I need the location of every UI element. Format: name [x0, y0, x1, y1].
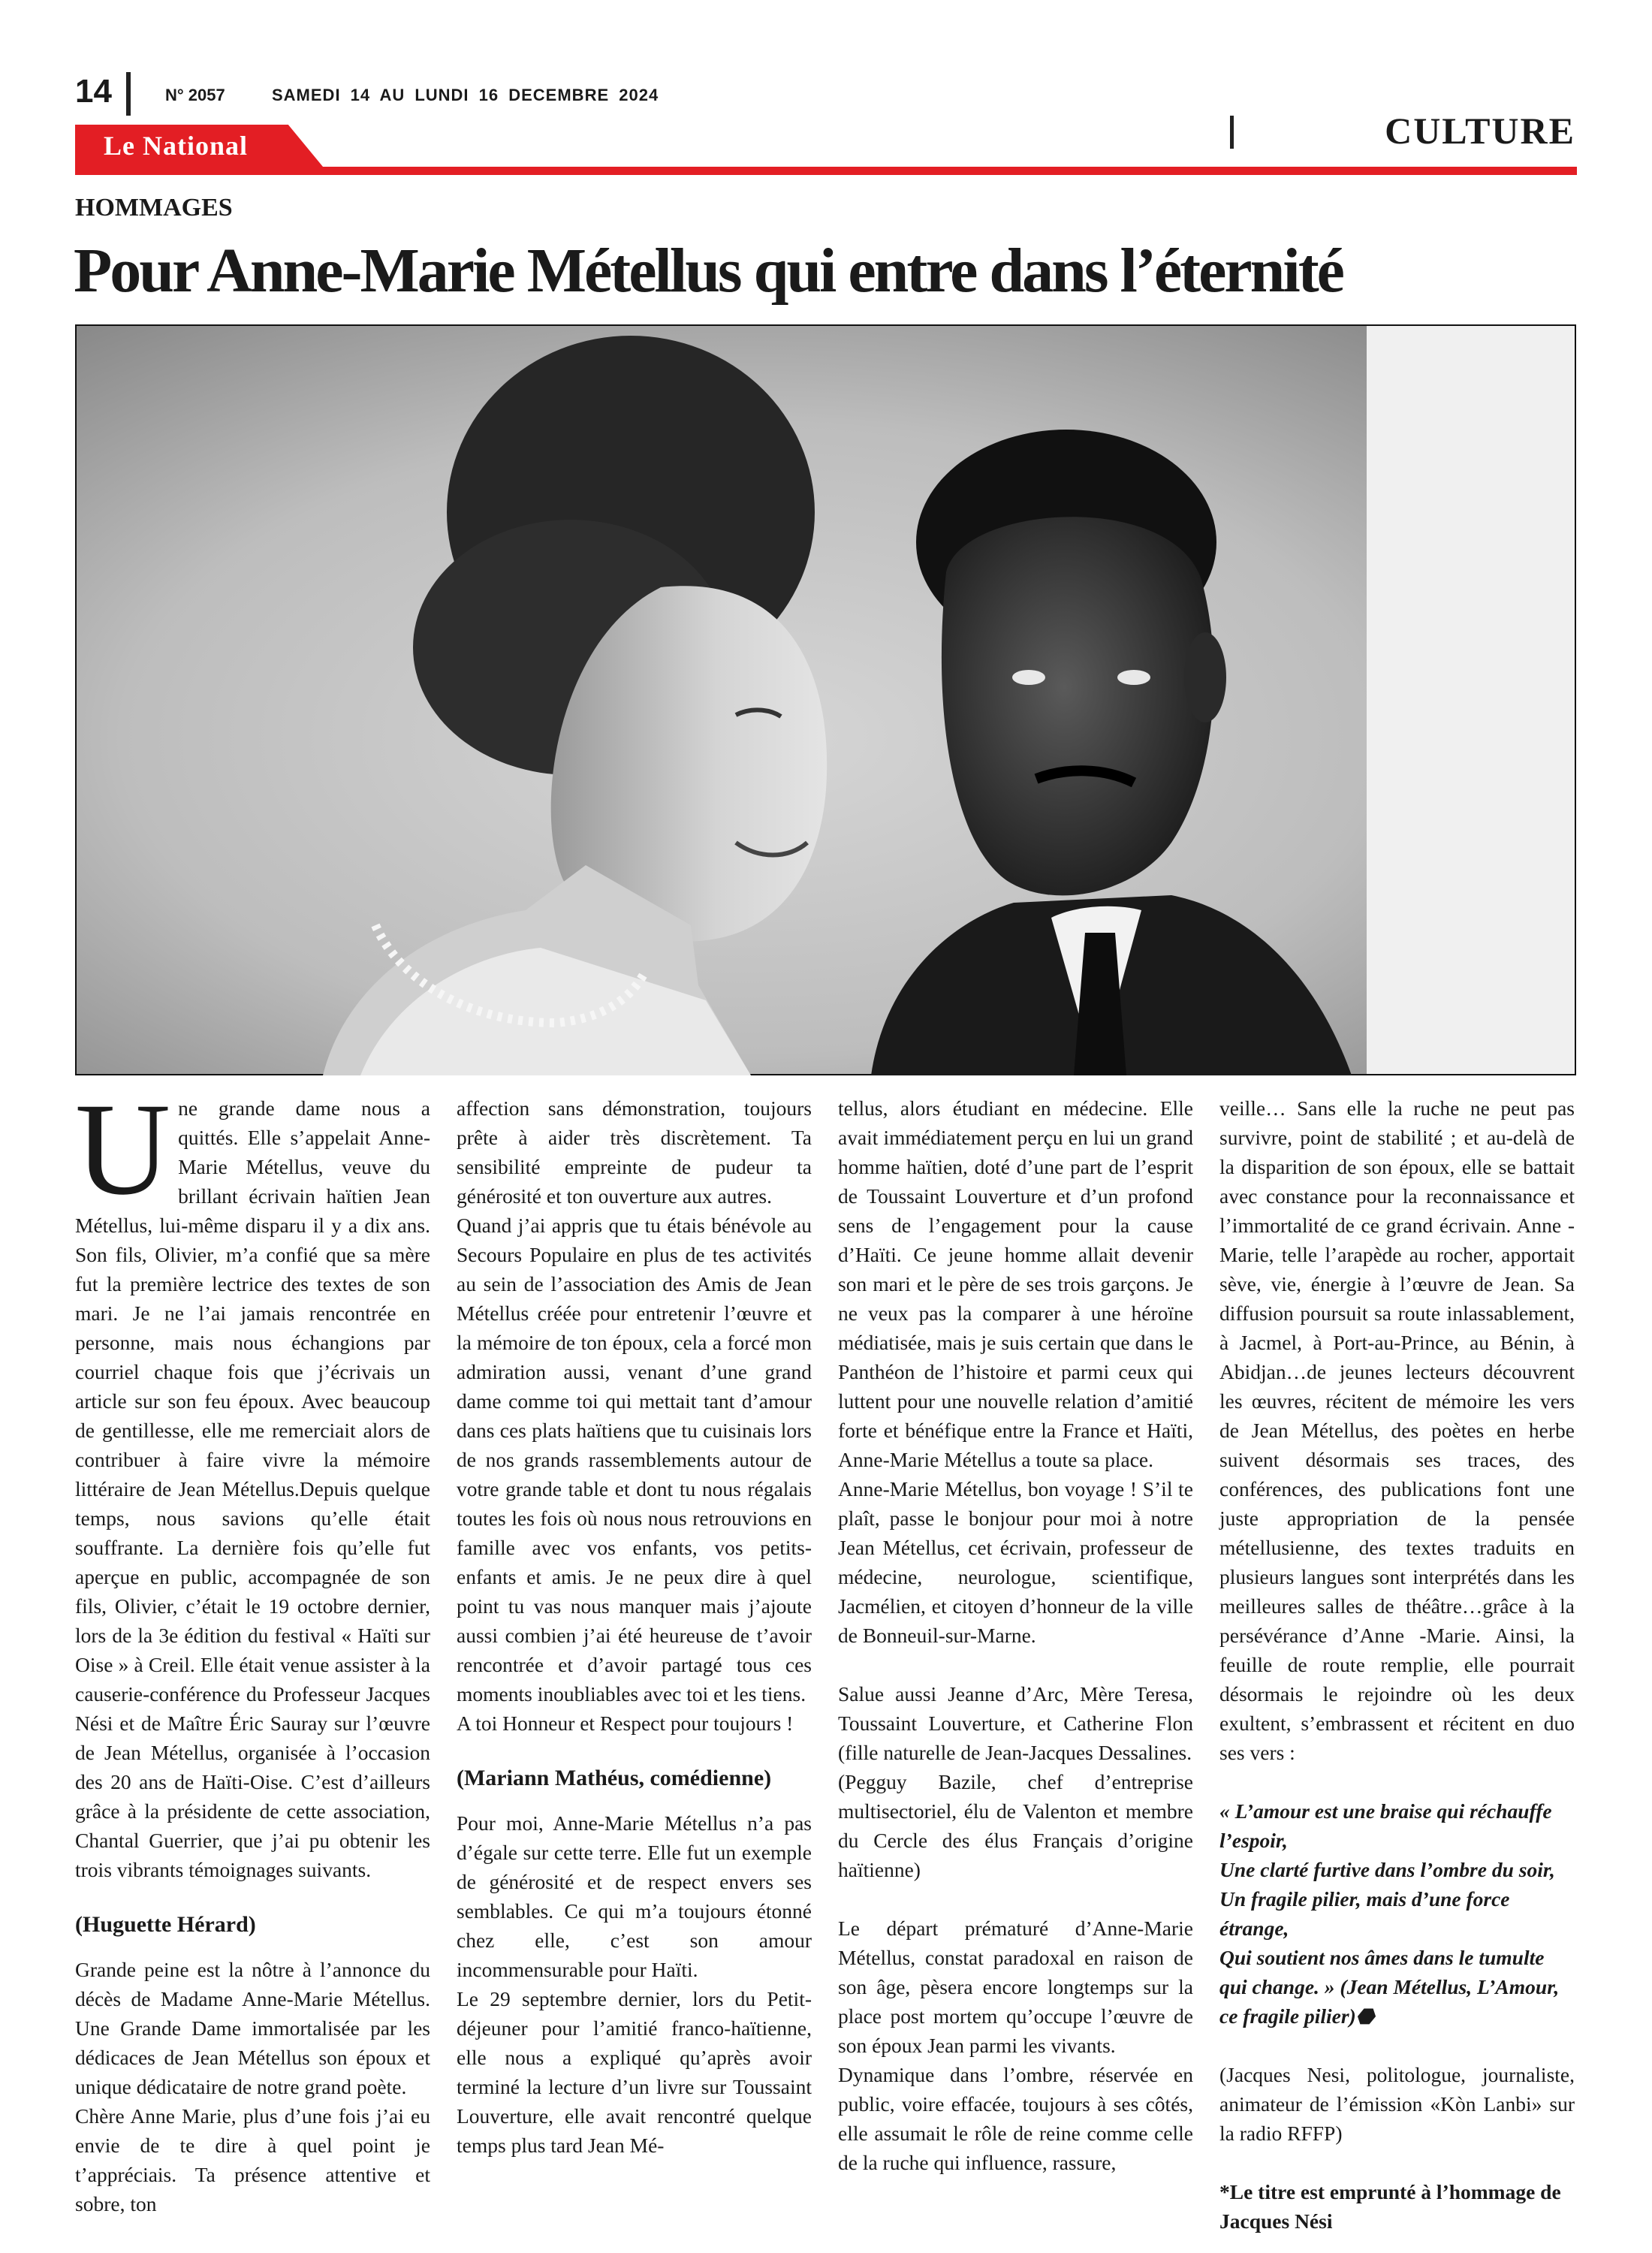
signature-jacques-nesi: (Jacques Nesi, politologue, journaliste, animateur de l’émission «Kòn Lanbi» sur la radio RFFP) — [1219, 2063, 1575, 2145]
poem-quote — [1219, 1796, 1575, 2031]
article-paragraph: tellus, alors étudiant en médecine. Elle avait immédiatement perçu en lui un grand homme haïtien, doté d’une part de l’esprit de Toussaint Louverture et d’un profond sens de l’engagement pour la cause d’Haïti. Ce jeune homme allait devenir son mari et le père de ses trois garçons. Je ne veux pas la comparer à une héroïne médiatisée, mais je suis certain que dans le Panthéon de l’histoire et parmi ceux qui luttent pour une nouvelle relation d’amitié forte et bénéfique entre la France et Haïti, Anne-Marie Métellus a toute sa place. — [838, 1096, 1193, 1471]
issue-date: SAMEDI 14 AU LUNDI 16 DECEMBRE 2024 — [272, 86, 659, 104]
poem-line: Une clarté furtive dans l’ombre du soir, — [1219, 1858, 1555, 1881]
article-paragraph: veille… Sans elle la ruche ne peut pas survivre, point de stabilité ; et au-delà de la disparition de son époux, elle se battait avec constance pour la reconnaissance et l’immortalité de ce grand écrivain. Anne -Marie, telle l’arapède au rocher, apportait sève, vie, énergie à l’œuvre de Jean. Sa diffusion poursuit sa route inlassablement, à Jacmel, à Port-au-Prince, au Bénin, à Abidjan…de jeunes lecteurs découvrent les œuvres, récitent de mémoire les vers de Jean Métellus, des poètes en herbe suivent désormais ses traces, des conférences, des publications font une juste appropriation de la pensée métellusienne, des textes traduits en plusieurs langues sont interprétés dans les meilleures salles de théâtre…grâce à la persévérance d’Anne -Marie. Ainsi, la feuille de route remplie, elle pourrait désormais le rejoindre où les deux exultent, s’embrassent et récitent en duo ses vers : — [1219, 1096, 1575, 1764]
end-mark-icon: ⬣ — [1355, 2004, 1374, 2028]
article-paragraph: Dynamique dans l’ombre, réservée en public, voire effacée, toujours à ses côtés, elle assumait le rôle de reine comme celle de la ruche qui influence, rassure, — [838, 2063, 1193, 2174]
article-paragraph: Le 29 septembre dernier, lors du Petit-déjeuner pour l’amitié franco-haïtienne, elle nous a expliqué qu’après avoir terminé la lecture d’un livre sur Toussaint Louverture, elle avait rencontré quelque temps plus tard Jean Mé- — [457, 1987, 812, 2157]
article-column-4 — [1219, 1093, 1575, 2236]
title-footnote: *Le titre est emprunté à l’hommage de Jacques Nési — [1219, 2180, 1561, 2233]
article-column-1 — [75, 1076, 430, 2218]
header-divider — [126, 72, 131, 116]
article-headline: Pour Anne-Marie Métellus qui entre dans l’éternité — [74, 236, 1343, 306]
header-rule — [75, 167, 1577, 175]
article-paragraph: Pour moi, Anne-Marie Métellus n’a pas d’égale sur cette terre. Elle fut un exemple de générosité et de respect envers ses semblables. Ce qui m’a toujours étonné chez elle, c’est son amour incommensurable pour Haïti. — [457, 1811, 812, 1981]
poem-line: « L’amour est une braise qui réchauffe l’espoir, — [1219, 1799, 1552, 1852]
poem-line: Un fragile pilier, mais d’une force étrange, — [1219, 1887, 1510, 1940]
issue-number: N° 2057 — [165, 86, 225, 104]
article-paragraph: Chère Anne Marie, plus d’une fois j’ai eu envie de te dire à quel point je t’appréciais. Ta présence attentive et sobre, ton — [75, 2104, 430, 2215]
article-paragraph: Quand j’ai appris que tu étais bénévole au Secours Populaire en plus de tes activités au sein de l’association des Amis de Jean Métellus créée pour entretenir l’œuvre et la mémoire de ton époux, cela a forcé mon admiration aussi, venant d’une grand dame comme toi qui mettait tant d’amour dans ces plats haïtiens que tu cuisinais lors de nos grands rassemblements autour de votre grande table et dont tu nous régalais toutes les fois où nous nous retrouvions en famille avec vos enfants, vos petits-enfants et amis. Je ne peux dire à quel point tu vas nous manquer mais j’ajoute aussi combien j’ai été heureuse de t’avoir rencontrée et d’avoir partagé tous ces moments inoubliables avec toi et les tiens. — [457, 1214, 812, 1706]
signature-pegguy-bazile: (Pegguy Bazile, chef d’entreprise multisectoriel, élu de Valenton et membre du Cercle des élus Français d’origine haïtienne) — [838, 1770, 1193, 1881]
signature-mariann-matheus: (Mariann Mathéus, comédienne) — [457, 1766, 772, 1790]
article-column-2 — [457, 1093, 812, 2160]
page-number: 14 — [75, 73, 112, 110]
brand-logo: Le National — [104, 131, 249, 161]
section-divider — [1230, 116, 1234, 149]
article-paragraph: Une grande dame nous a quittés. Elle s’appelait Anne-Marie Métellus, veuve du brillant écrivain haïtien Jean Métellus, lui-même disparu il y a dix ans. Son fils, Olivier, m’a confié que sa mère fut la première lectrice des textes de son mari. Je ne l’ai jamais rencontrée en personne, mais nous échangions par courriel chaque fois que j’écrivais un article sur son feu époux. Avec beaucoup de gentillesse, elle me remerciait alors de contribuer à faire vivre la mémoire littéraire de Jean Métellus.Depuis quelque temps, nous savions qu’elle était souffrante. La dernière fois qu’elle fut aperçue en public, accompagnée de son fils, Olivier, c’était le 19 octobre dernier, lors de la 3e édition du festival « Haïti sur Oise » à Creil. Elle était venue assister à la causerie-conférence du Professeur Jacques Nési et de Maître Éric Sauray sur l’œuvre de Jean Métellus, organisée à l’occasion des 20 ans de Haïti-Oise. C’est d’ailleurs grâce à la présidente de cette association, Chantal Guerrier, que j’ai pu obtenir les trois vibrants témoignages suivants. — [75, 1076, 430, 1881]
article-column-3 — [838, 1093, 1193, 2177]
poem-line: Qui soutient nos âmes dans le tumulte qui change. » (Jean Métellus, L’Amour, ce fragile pilier)⬣ — [1219, 1946, 1560, 2028]
article-paragraph: Salue aussi Jeanne d’Arc, Mère Teresa, Toussaint Louverture, et Catherine Flon (fille naturelle de Jean-Jacques Dessalines. — [838, 1682, 1193, 1764]
article-paragraph: Grande peine est la nôtre à l’annonce du décès de Madame Anne-Marie Métellus. Une Grande Dame immortalisée par les dédicaces de Jean Métellus son époux et unique dédicataire de notre grand poète. — [75, 1958, 430, 2098]
article-paragraph: affection sans démonstration, toujours prête à aider très discrètement. Ta sensibilité empreinte de pudeur ta générosité et ton ouverture aux autres. — [457, 1096, 812, 1208]
article-paragraph: Anne-Marie Métellus, bon voyage ! S’il te plaît, passe le bonjour pour moi à notre Jean Métellus, cet écrivain, professeur de médecine, neurologue, scientifique, Jacmélien, et citoyen d’honneur de la ville de Bonneuil-sur-Marne. — [838, 1477, 1193, 1647]
article-paragraph: Le départ prématuré d’Anne-Marie Métellus, constat paradoxal en raison de son âge, pèsera encore longtemps sur la place post mortem qu’occupe l’œuvre de son époux Jean parmi les vivants. — [838, 1917, 1193, 2057]
article-kicker: HOMMAGES — [75, 194, 233, 222]
section-title: CULTURE — [1385, 110, 1575, 152]
signature-huguette-herard: (Huguette Hérard) — [75, 1912, 256, 1937]
drop-cap: U — [75, 1076, 171, 1223]
article-paragraph: A toi Honneur et Respect pour toujours ! — [457, 1712, 794, 1735]
portrait-photo-couple — [75, 324, 1576, 1075]
